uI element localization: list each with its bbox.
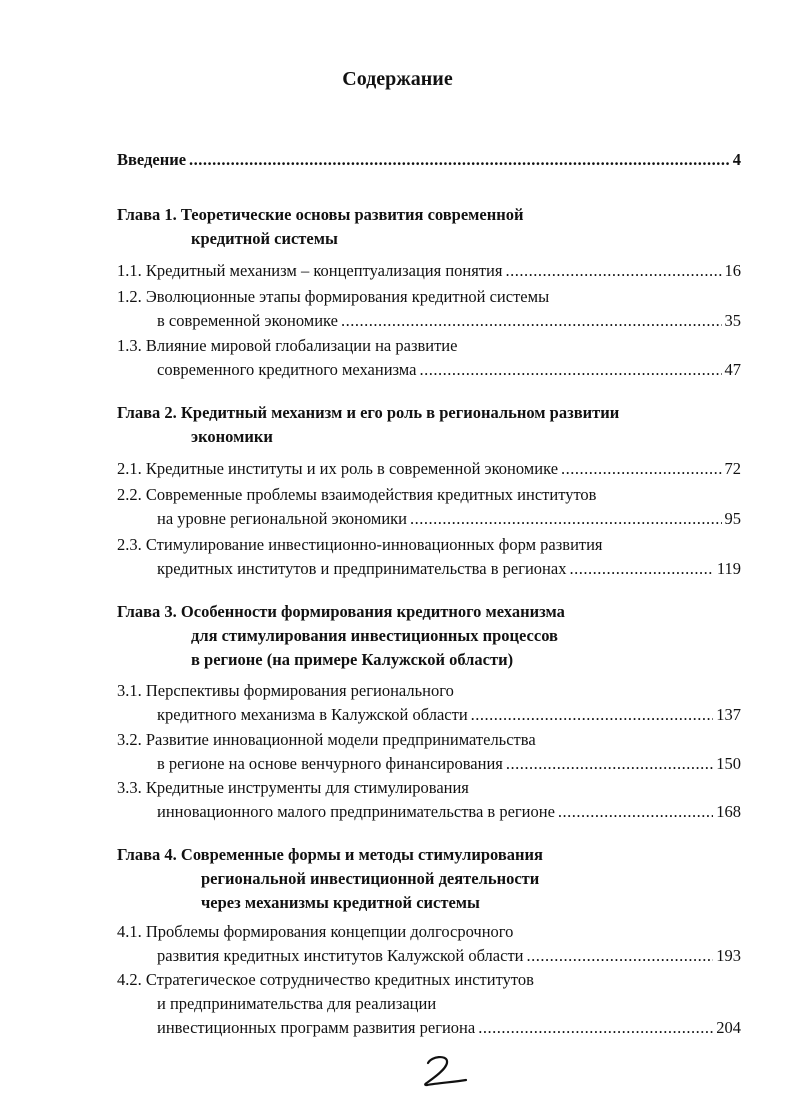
chapter-heading-line: в регионе (на примере Калужской области) [191, 650, 514, 669]
section-text: 2.1. Кредитные институты и их роль в современной экономике [117, 459, 559, 478]
leader-dots [506, 752, 713, 776]
section-page: 35 [724, 311, 741, 330]
toc-section-1-2[interactable] [117, 285, 741, 333]
section-text: инвестиционных программ развития региона [157, 1018, 476, 1037]
chapter-4-heading[interactable] [117, 843, 741, 915]
leader-dots [558, 800, 713, 824]
leader-dots [341, 309, 722, 333]
chapter-heading-line: Глава 1. Теоретические основы развития современной [117, 205, 524, 224]
leader-dots [189, 148, 730, 172]
section-page: 47 [724, 360, 741, 379]
toc-intro[interactable] [117, 148, 741, 172]
section-text: 3.3. Кредитные инструменты для стимулирования [117, 778, 469, 797]
section-text: 2.2. Современные проблемы взаимодействия кредитных институтов [117, 485, 597, 504]
chapter-3-heading[interactable] [117, 600, 741, 672]
section-text: инновационного малого предпринимательства в регионе [157, 802, 555, 821]
section-text: кредитного механизма в Калужской области [157, 705, 468, 724]
section-page: 150 [716, 754, 741, 773]
leader-dots [505, 259, 721, 283]
chapter-heading-line: Глава 2. Кредитный механизм и его роль в региональном развитии [117, 403, 620, 422]
chapter-heading-line: Глава 3. Особенности формирования кредитного механизма [117, 602, 565, 621]
toc-section-2-2[interactable] [117, 483, 741, 531]
handwritten-page-number [418, 1054, 478, 1088]
chapter-2-heading[interactable] [117, 401, 741, 449]
section-text: и предпринимательства для реализации [157, 994, 437, 1013]
toc-section-4-1[interactable] [117, 920, 741, 968]
toc-section-1-1[interactable] [117, 259, 741, 283]
section-page: 72 [724, 459, 741, 478]
section-page: 95 [724, 509, 741, 528]
section-text: кредитных институтов и предпринимательства в регионах [157, 559, 567, 578]
chapter-heading-line: региональной инвестиционной деятельности [201, 869, 540, 888]
leader-dots [419, 358, 721, 382]
toc-section-3-3[interactable] [117, 776, 741, 824]
section-page: 193 [716, 946, 741, 965]
section-text: 2.3. Стимулирование инвестиционно-инновационных форм развития [117, 535, 603, 554]
section-text: современного кредитного механизма [157, 360, 417, 379]
section-page: 119 [716, 559, 741, 578]
section-page: 168 [716, 802, 741, 821]
section-text: 3.1. Перспективы формирования регионального [117, 681, 454, 700]
toc-intro-page: 4 [732, 150, 741, 169]
toc-section-4-2[interactable] [117, 968, 741, 1040]
section-text: 4.2. Стратегическое сотрудничество кредитных институтов [117, 970, 534, 989]
section-page: 137 [716, 705, 741, 724]
section-page: 16 [724, 261, 741, 280]
chapter-1-heading[interactable] [117, 203, 741, 251]
section-text: 1.2. Эволюционные этапы формирования кредитной системы [117, 287, 550, 306]
leader-dots [410, 507, 721, 531]
chapter-heading-line: Глава 4. Современные формы и методы стимулирования [117, 845, 543, 864]
section-page: 204 [716, 1018, 741, 1037]
page-title: Содержание [342, 68, 453, 90]
toc-section-3-2[interactable] [117, 728, 741, 776]
leader-dots [526, 944, 713, 968]
section-text: 1.1. Кредитный механизм – концептуализация понятия [117, 261, 503, 280]
chapter-heading-line: через механизмы кредитной системы [201, 893, 480, 912]
toc-section-3-1[interactable] [117, 679, 741, 727]
toc-intro-text: Введение [117, 150, 187, 169]
section-text: 1.3. Влияние мировой глобализации на развитие [117, 336, 458, 355]
section-text: на уровне региональной экономики [157, 509, 408, 528]
toc-section-2-3[interactable] [117, 533, 741, 581]
section-text: в регионе на основе венчурного финансирования [157, 754, 503, 773]
leader-dots [569, 557, 713, 581]
chapter-heading-line: для стимулирования инвестиционных процессов [191, 626, 558, 645]
chapter-heading-line: кредитной системы [191, 229, 338, 248]
leader-dots [478, 1016, 713, 1040]
section-text: 4.1. Проблемы формирования концепции долгосрочного [117, 922, 514, 941]
section-text: развития кредитных институтов Калужской области [157, 946, 524, 965]
toc-section-1-3[interactable] [117, 334, 741, 382]
section-text: в современной экономике [157, 311, 338, 330]
chapter-heading-line: экономики [191, 427, 273, 446]
section-text: 3.2. Развитие инновационной модели предпринимательства [117, 730, 536, 749]
leader-dots [561, 457, 721, 481]
leader-dots [471, 703, 714, 727]
toc-section-2-1[interactable] [117, 457, 741, 481]
